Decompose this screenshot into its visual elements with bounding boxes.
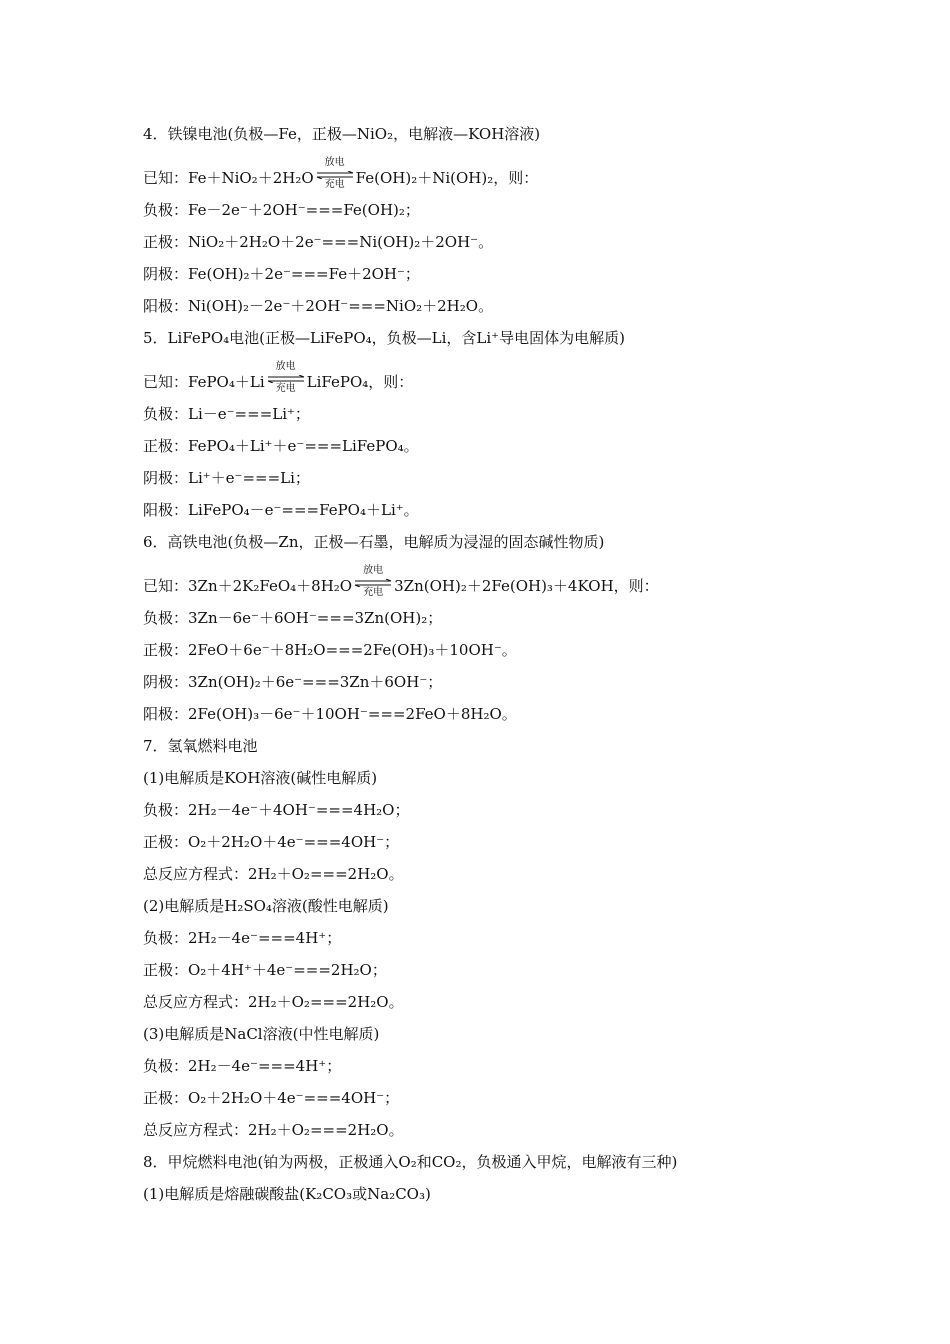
charge-label: 充电 [275,383,296,394]
equilibrium-arrows-icon [267,375,305,383]
text-line [143,922,863,954]
equation-reactants: 已知：3Zn＋2K₂FeO₄＋8H₂O [143,577,353,595]
line-text: 负极：Fe－2e⁻＋2OH⁻===Fe(OH)₂； [143,201,420,219]
text-line [143,1146,863,1178]
text-line [143,1018,863,1050]
line-text: 负极：2H₂－4e⁻＋4OH⁻===4H₂O； [143,801,410,819]
text-line [143,858,863,890]
text-line [143,666,863,698]
text-line [143,602,863,634]
text-line [143,150,863,194]
line-text: 阳极：2Fe(OH)₃－6e⁻＋10OH⁻===2FeO＋8H₂O。 [143,705,517,723]
line-text: 总反应方程式：2H₂＋O₂===2H₂O。 [143,993,404,1011]
equilibrium-arrows-icon [316,171,354,179]
line-text: 5．LiFePO₄电池(正极—LiFePO₄，负极—Li，含Li⁺导电固体为电解质) [143,329,625,347]
equilibrium-arrows-icon [354,579,392,587]
line-text: (3)电解质是NaCl溶液(中性电解质) [143,1025,380,1043]
text-line [143,890,863,922]
line-text: 正极：FePO₄＋Li⁺＋e⁻===LiFePO₄。 [143,437,419,455]
text-line [143,698,863,730]
line-text: 阴极：Fe(OH)₂＋2e⁻===Fe＋2OH⁻； [143,265,420,283]
text-line [143,762,863,794]
discharge-label: 放电 [363,565,384,576]
text-line [143,1114,863,1146]
text-line [143,1178,863,1210]
text-line [143,526,863,558]
line-text: 正极：2FeO＋6e⁻＋8H₂O===2Fe(OH)₃＋10OH⁻。 [143,641,517,659]
line-text: 正极：NiO₂＋2H₂O＋2e⁻===Ni(OH)₂＋2OH⁻。 [143,233,494,251]
discharge-label: 放电 [324,157,345,168]
line-text: 正极：O₂＋2H₂O＋4e⁻===4OH⁻； [143,1089,400,1107]
equation-products: LiFePO₄，则： [306,373,414,391]
text-lines [143,118,863,1210]
text-line [143,634,863,666]
equation-products: 3Zn(OH)₂＋2Fe(OH)₃＋4KOH，则： [394,577,659,595]
line-text: 负极：Li－e⁻===Li⁺； [143,405,310,423]
discharge-label: 放电 [275,361,296,372]
line-text: 阳极：LiFePO₄－e⁻===FePO₄＋Li⁺。 [143,501,419,519]
equation-reactants: 已知：Fe＋NiO₂＋2H₂O [143,169,314,187]
text-line [143,226,863,258]
line-text: 阴极：Li⁺＋e⁻===Li； [143,469,310,487]
line-text: 总反应方程式：2H₂＋O₂===2H₂O。 [143,1121,404,1139]
text-line [143,290,863,322]
text-line [143,354,863,398]
text-line [143,986,863,1018]
line-text: (1)电解质是KOH溶液(碱性电解质) [143,769,378,787]
line-text: 负极：2H₂－4e⁻===4H⁺； [143,929,342,947]
text-line [143,194,863,226]
reversible-arrow [315,157,355,190]
line-text: 阳极：Ni(OH)₂－2e⁻＋2OH⁻===NiO₂＋2H₂O。 [143,297,494,315]
line-text: 4．铁镍电池(负极—Fe，正极—NiO₂，电解液—KOH溶液) [143,125,541,143]
line-text: 负极：2H₂－4e⁻===4H⁺； [143,1057,342,1075]
line-text: 正极：O₂＋2H₂O＋4e⁻===4OH⁻； [143,833,400,851]
text-line [143,730,863,762]
document-body [143,118,863,1210]
line-text: (2)电解质是H₂SO₄溶液(酸性电解质) [143,897,389,915]
line-text: (1)电解质是熔融碳酸盐(K₂CO₃或Na₂CO₃) [143,1185,431,1203]
line-text: 7．氢氧燃料电池 [143,737,258,755]
text-line [143,462,863,494]
text-line [143,322,863,354]
reversible-arrow [266,361,306,394]
line-text: 6．高铁电池(负极—Zn，正极—石墨，电解质为浸湿的固态碱性物质) [143,533,605,551]
text-line [143,558,863,602]
text-line [143,398,863,430]
line-text: 正极：O₂＋4H⁺＋4e⁻===2H₂O； [143,961,387,979]
charge-label: 充电 [363,587,384,598]
equation-products: Fe(OH)₂＋Ni(OH)₂，则： [355,169,539,187]
text-line [143,258,863,290]
text-line [143,826,863,858]
text-line [143,1082,863,1114]
line-text: 阴极：3Zn(OH)₂＋6e⁻===3Zn＋6OH⁻； [143,673,443,691]
text-line [143,1050,863,1082]
text-line [143,954,863,986]
line-text: 总反应方程式：2H₂＋O₂===2H₂O。 [143,865,404,883]
text-line [143,118,863,150]
text-line [143,794,863,826]
charge-label: 充电 [324,179,345,190]
line-text: 8．甲烷燃料电池(铂为两极，正极通入O₂和CO₂，负极通入甲烷，电解液有三种) [143,1153,678,1171]
reversible-arrow [353,565,393,598]
text-line [143,494,863,526]
line-text: 负极：3Zn－6e⁻＋6OH⁻===3Zn(OH)₂； [143,609,443,627]
text-line [143,430,863,462]
equation-reactants: 已知：FePO₄＋Li [143,373,265,391]
